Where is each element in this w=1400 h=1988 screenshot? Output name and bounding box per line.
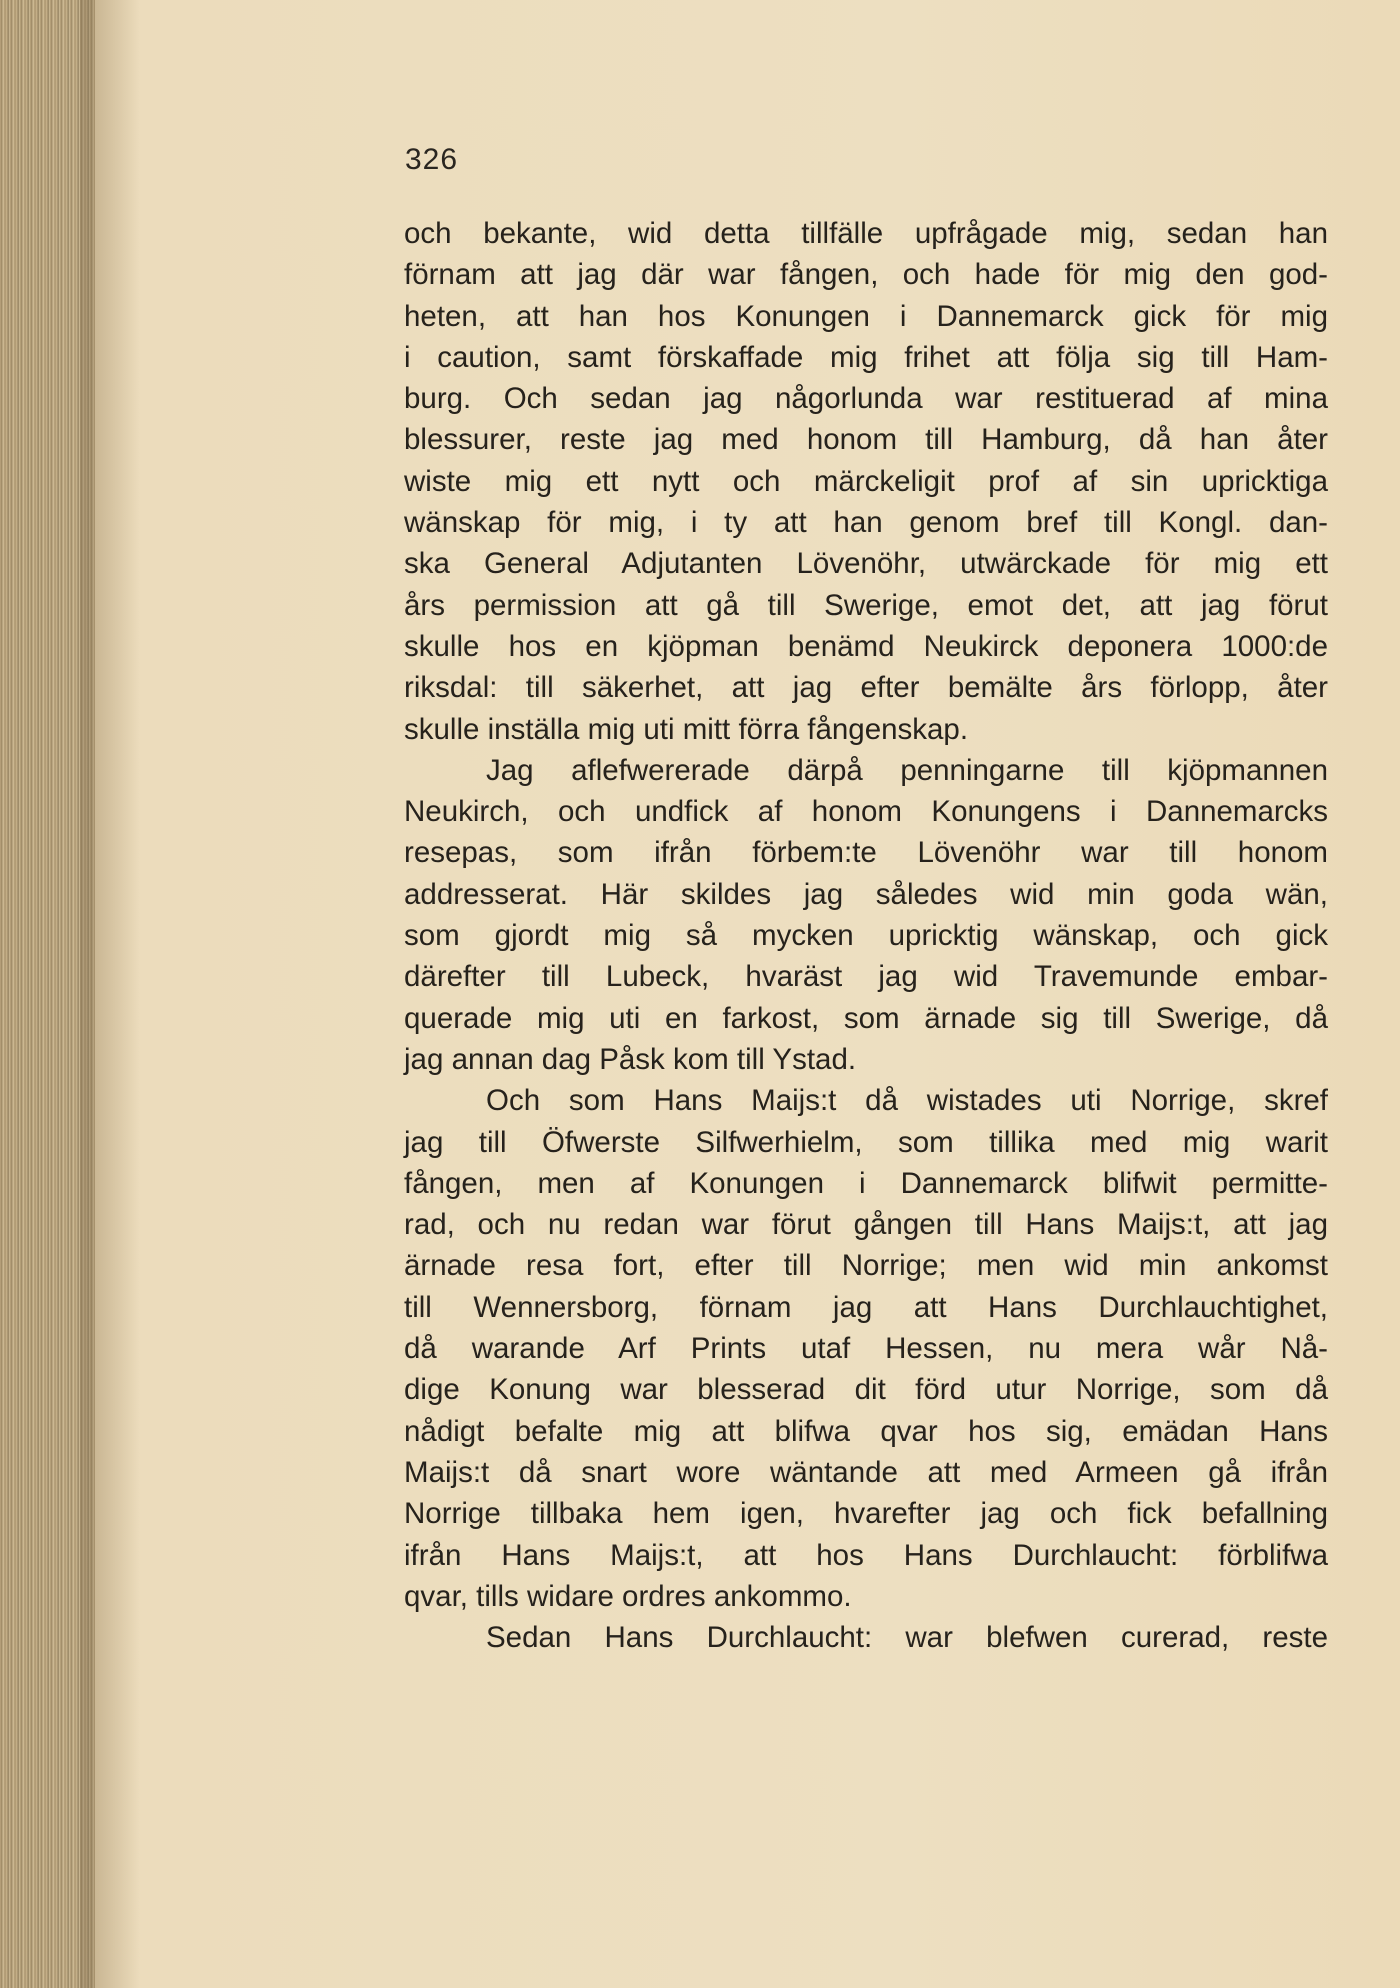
text-line: resepas, som ifrån förbem:te Lövenöhr war till honom [404, 836, 1328, 870]
text-line: jag annan dag Påsk kom till Ystad. [404, 1042, 857, 1076]
page-number: 326 [405, 143, 459, 176]
body-text [404, 213, 1328, 1658]
text-line: ska General Adjutanten Lövenöhr, utwärckade för mig ett [404, 547, 1328, 581]
text-line: Norrige tillbaka hem igen, hvarefter jag och fick befallning [404, 1497, 1328, 1531]
paragraph-start-line: Jag aflefwererade därpå penningarne till kjöpmannen [486, 753, 1328, 787]
text-line: riksdal: till säkerhet, att jag efter bemälte års förlopp, åter [404, 671, 1328, 705]
text-line: ifrån Hans Maijs:t, att hos Hans Durchlaucht: förblifwa [404, 1538, 1328, 1572]
text-line: Neukirch, och undfick af honom Konungens i Dannemarcks [404, 795, 1328, 829]
text-line: års permission att gå till Swerige, emot det, att jag förut [404, 588, 1328, 622]
text-line: skulle hos en kjöpman benämd Neukirck deponera 1000:de [404, 629, 1328, 663]
text-line: wänskap för mig, i ty att han genom bref till Kongl. dan- [404, 506, 1328, 540]
text-line: i caution, samt förskaffade mig frihet att följa sig till Ham- [404, 340, 1328, 374]
text-line: Maijs:t då snart wore wäntande att med Armeen gå ifrån [404, 1455, 1328, 1489]
text-line: skulle inställa mig uti mitt förra fångenskap. [404, 712, 969, 746]
paragraph-start-line: Och som Hans Maijs:t då wistades uti Norrige, skref [486, 1084, 1328, 1118]
text-line: rad, och nu redan war förut gången till Hans Maijs:t, att jag [404, 1208, 1328, 1242]
text-line: wiste mig ett nytt och märckeligit prof af sin upricktiga [404, 464, 1328, 498]
text-line: som gjordt mig så mycken upricktig wänskap, och gick [404, 919, 1328, 953]
text-line: då warande Arf Prints utaf Hessen, nu mera wår Nå- [404, 1332, 1328, 1366]
text-line: jag till Öfwerste Silfwerhielm, som tillika med mig warit [404, 1125, 1328, 1159]
text-line: querade mig uti en farkost, som ärnade sig till Swerige, då [404, 1001, 1328, 1035]
text-line: nådigt befalte mig att blifwa qvar hos sig, emädan Hans [404, 1414, 1328, 1448]
text-line: förnam att jag där war fången, och hade för mig den god- [404, 258, 1328, 292]
text-line: till Wennersborg, förnam jag att Hans Durchlauchtighet, [404, 1290, 1328, 1324]
text-line: addresserat. Här skildes jag således wid min goda wän, [404, 877, 1328, 911]
text-line: heten, att han hos Konungen i Dannemarck gick för mig [404, 299, 1328, 333]
text-line: burg. Och sedan jag någorlunda war restituerad af mina [404, 382, 1328, 416]
gutter-shadow [80, 0, 140, 1988]
text-line: ärnade resa fort, efter till Norrige; men wid min ankomst [404, 1249, 1328, 1283]
paragraph-start-line: Sedan Hans Durchlaucht: war blefwen curerad, reste [486, 1621, 1328, 1655]
text-line: därefter till Lubeck, hvaräst jag wid Travemunde embar- [404, 960, 1328, 994]
text-line: blessurer, reste jag med honom till Hamburg, då han åter [404, 423, 1328, 457]
text-line: dige Konung war blesserad dit förd utur Norrige, som då [404, 1373, 1328, 1407]
text-line: qvar, tills widare ordres ankommo. [404, 1579, 852, 1613]
text-line: fången, men af Konungen i Dannemarck blifwit permitte- [404, 1166, 1328, 1200]
text-line: och bekante, wid detta tillfälle upfrågade mig, sedan han [404, 217, 1328, 250]
